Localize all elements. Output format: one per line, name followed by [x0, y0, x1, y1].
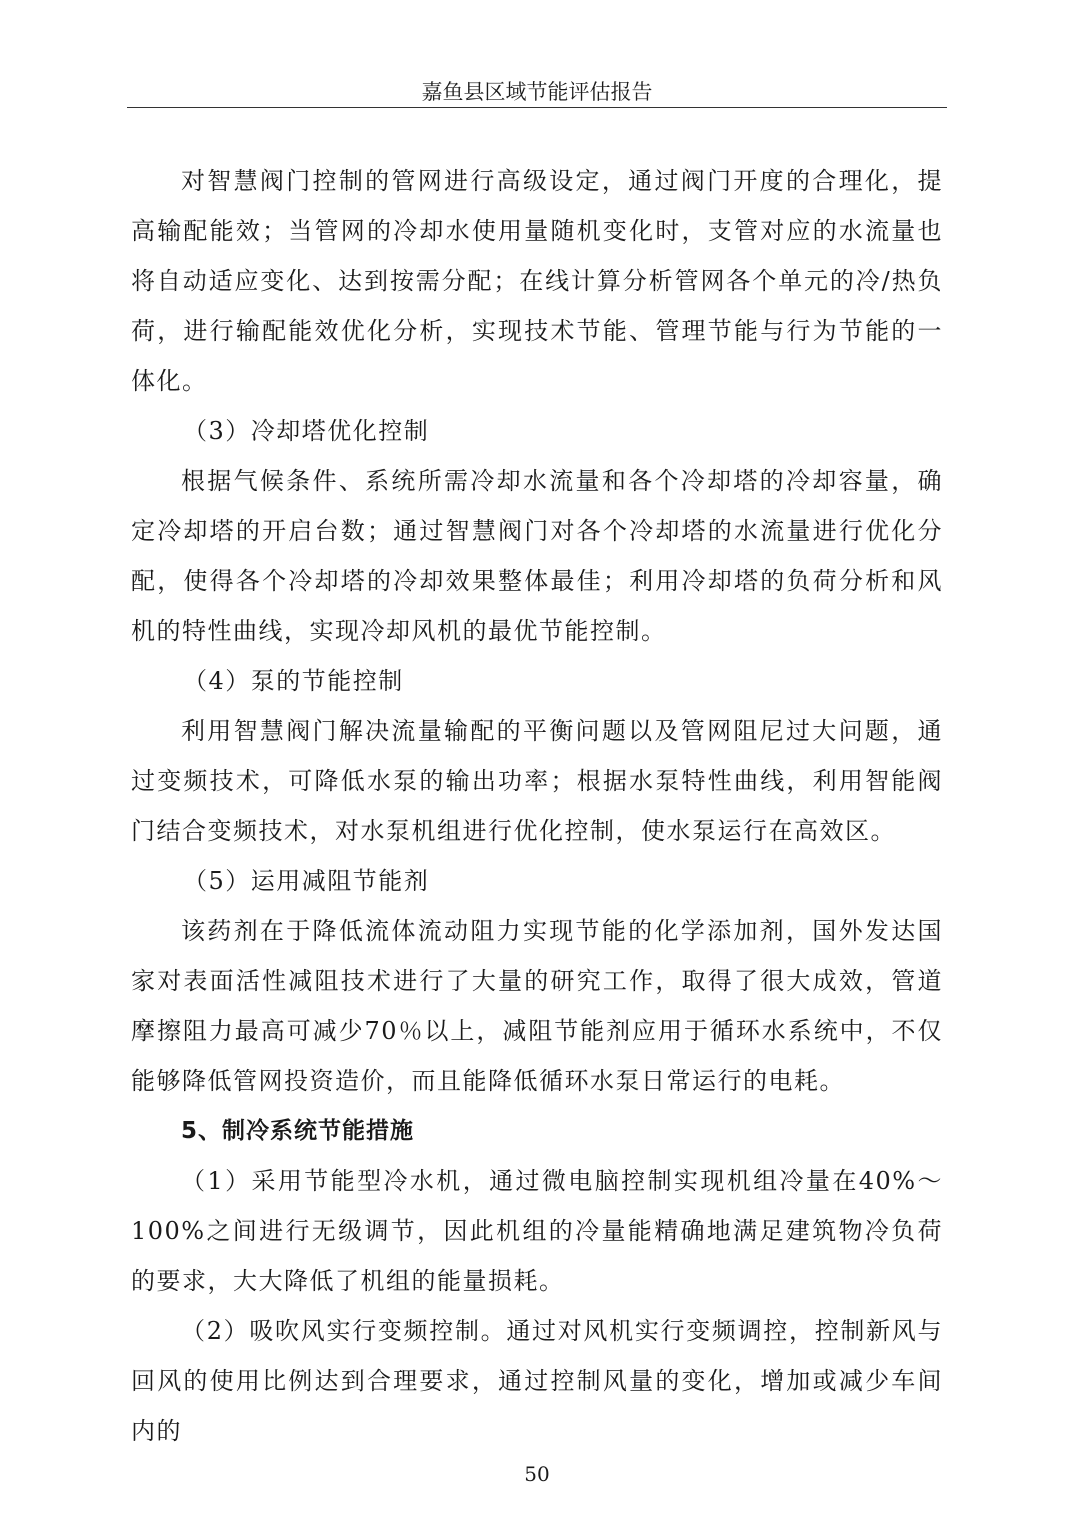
paragraph-chiller: （1）采用节能型冷水机，通过微电脑控制实现机组冷量在40%～100%之间进行无级调节，因此机组的冷量能精确地满足建筑物冷负荷的要求，大大降低了机组的能量损耗。: [131, 1167, 943, 1295]
page-header-title: 嘉鱼县区域节能评估报告: [421, 80, 653, 104]
subheading-pump: （4）泵的节能控制: [183, 667, 404, 695]
subheading-drag-reducer: （5）运用减阻节能剂: [183, 867, 430, 895]
paragraph-pump: 利用智慧阀门解决流量输配的平衡问题以及管网阻尼过大问题，通过变频技术，可降低水泵的输出功率；根据水泵特性曲线，利用智能阀门结合变频技术，对水泵机组进行优化控制，使水泵运行在高效区。: [131, 717, 943, 845]
section-heading-refrigeration: 5、制冷系统节能措施: [181, 1118, 415, 1144]
paragraph-drag-reducer: 该药剂在于降低流体流动阻力实现节能的化学添加剂，国外发达国家对表面活性减阻技术进行了大量的研究工作，取得了很大成效，管道摩擦阻力最高可减少70％以上，减阻节能剂应用于循环水系统中，不仅能够降低管网投资造价，而且能降低循环水泵日常运行的电耗。: [131, 917, 943, 1095]
header-divider: [127, 107, 947, 108]
page-number: 50: [524, 1462, 550, 1486]
paragraph-fan-vfd: （2）吸吹风实行变频控制。通过对风机实行变频调控，控制新风与回风的使用比例达到合理要求，通过控制风量的变化，增加或减少车间内的: [131, 1317, 943, 1445]
paragraph-cooling-tower: 根据气候条件、系统所需冷却水流量和各个冷却塔的冷却容量，确定冷却塔的开启台数；通过智慧阀门对各个冷却塔的水流量进行优化分配，使得各个冷却塔的冷却效果整体最佳；利用冷却塔的负荷分析和风机的特性曲线，实现冷却风机的最优节能控制。: [131, 467, 943, 645]
subheading-cooling-tower: （3）冷却塔优化控制: [183, 417, 430, 445]
paragraph-valve-control: 对智慧阀门控制的管网进行高级设定，通过阀门开度的合理化，提高输配能效；当管网的冷却水使用量随机变化时，支管对应的水流量也将自动适应变化、达到按需分配；在线计算分析管网各个单元的冷/热负荷，进行输配能效优化分析，实现技术节能、管理节能与行为节能的一体化。: [131, 167, 943, 395]
document-body: [131, 156, 943, 1456]
